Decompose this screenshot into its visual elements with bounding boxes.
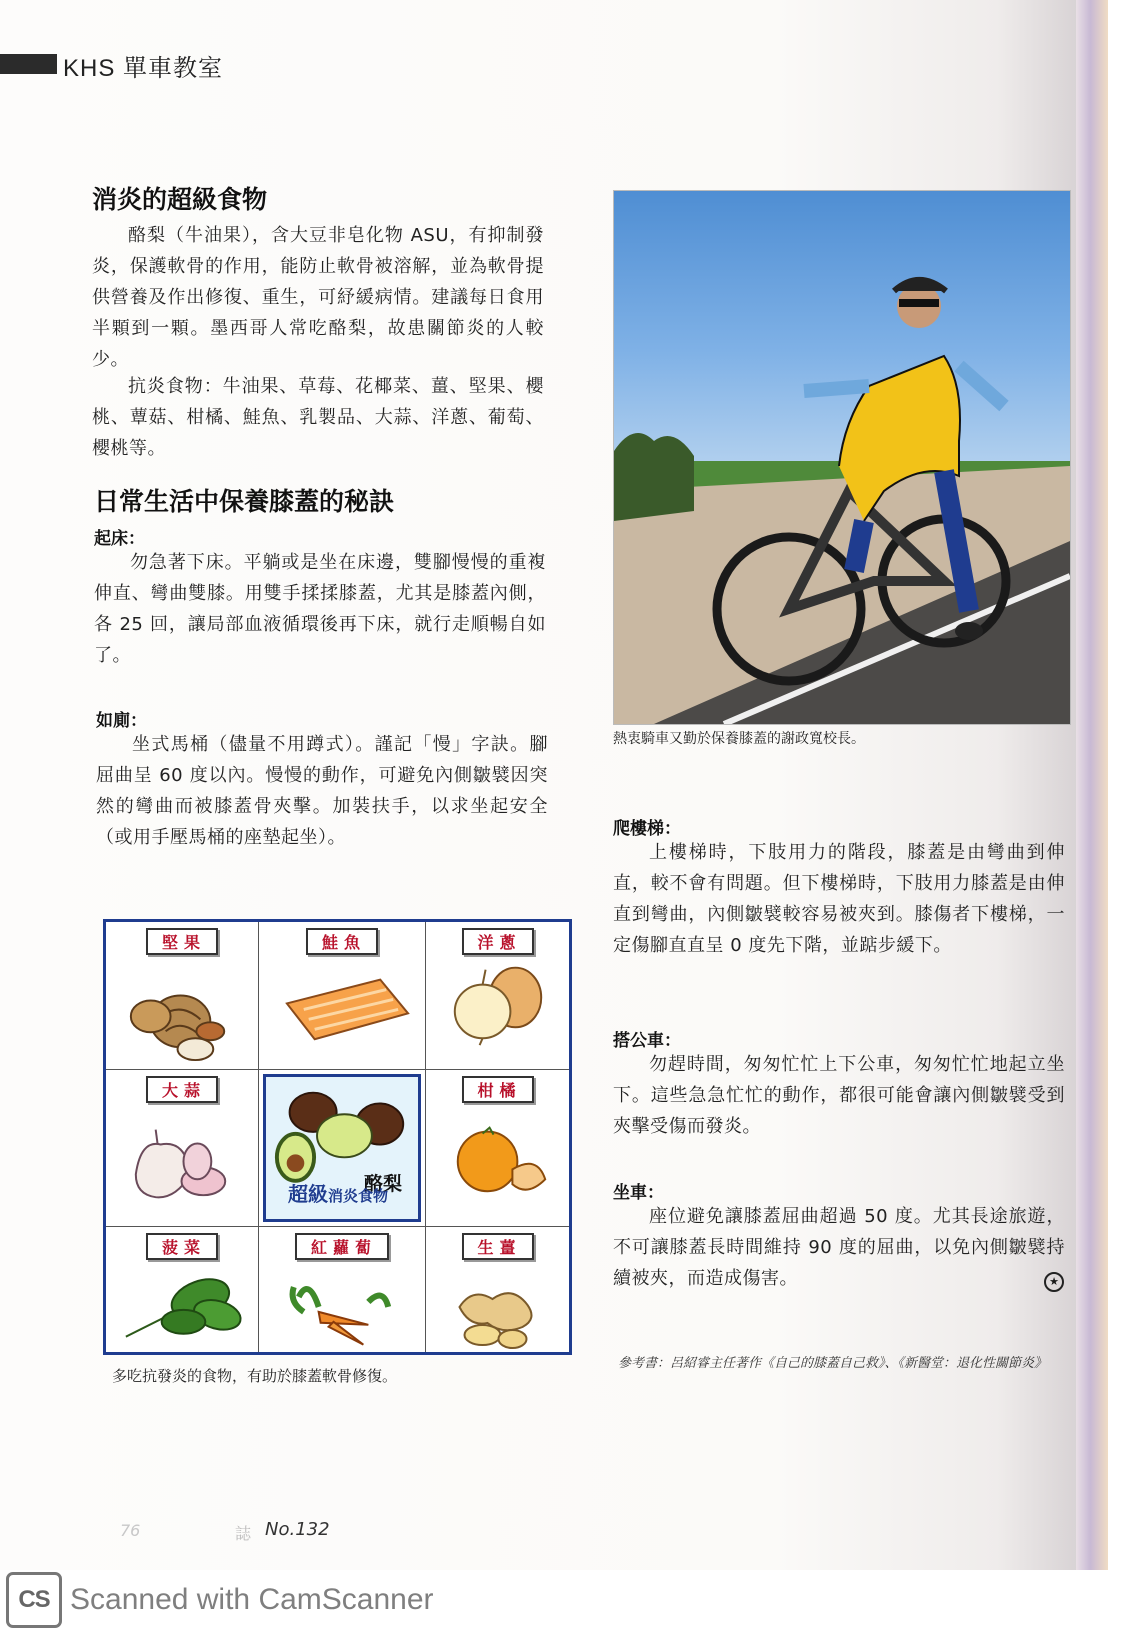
food-cell-garlic <box>106 1070 259 1227</box>
food-cell-citrus <box>426 1070 569 1227</box>
food-label-spinach: 菠菜 <box>146 1233 218 1260</box>
car-paragraph: 座位避免讓膝蓋屈曲超過 50 度。尤其長途旅遊，不可讓膝蓋長時間維持 90 度的屈曲，以免內側皺襞持續被夾，而造成傷害。 <box>613 1206 1065 1289</box>
food-cell-nuts <box>106 922 259 1070</box>
food-grid-caption: 多吃抗發炎的食物，有助於膝蓋軟骨修復。 <box>112 1367 398 1385</box>
food-label-ginger: 生薑 <box>461 1233 533 1260</box>
food-cell-ginger <box>426 1227 569 1352</box>
camscanner-text: Scanned with CamScanner <box>70 1583 434 1616</box>
food-label-citrus: 柑橘 <box>461 1076 533 1103</box>
superfood-heading: 消炎的超級食物 <box>92 185 268 214</box>
food-label-garlic: 大蒜 <box>146 1076 218 1103</box>
reference-note: 參考書：呂紹睿主任著作《自己的膝蓋自己救》、《新醫堂：退化性關節炎》 <box>618 1356 1048 1371</box>
food-label-carrot: 紅蘿蔔 <box>295 1233 389 1260</box>
bus-subheading: 搭公車： <box>613 1031 681 1051</box>
superfood-tag <box>288 1178 388 1207</box>
superfood-paragraph-1: 酪梨（牛油果），含大豆非皂化物 ASU，有抑制發炎，保護軟骨的作用，能防止軟骨被溶解，並為軟骨提供營養及作出修復、重生，可紓緩病情。建議每日食用半顆到一顆。墨西哥人常吃酪梨，故患關節炎的人較少。 <box>92 225 544 370</box>
superfood-tag-big: 超級 <box>288 1182 328 1206</box>
cyclist-photo <box>613 190 1071 725</box>
issue-number: No.132 <box>265 1519 330 1540</box>
car-subheading: 坐車： <box>613 1183 664 1203</box>
page-number: 76 <box>120 1521 141 1540</box>
food-cell-carrot <box>259 1227 426 1352</box>
header-title: KHS 單車教室 <box>63 55 224 82</box>
toilet-paragraph: 坐式馬桶（儘量不用蹲式）。謹記「慢」字訣。腳屈曲呈 60 度以內。慢慢的動作，可避免內側皺襞因突然的彎曲而被膝蓋骨夾擊。加裝扶手，以求坐起安全（或用手壓馬桶的座墊起坐）。 <box>96 734 548 848</box>
page-edge-shadow <box>1076 0 1108 1570</box>
food-label-nuts: 堅果 <box>146 928 218 955</box>
getup-subheading: 起床： <box>94 529 145 549</box>
food-cell-spinach <box>106 1227 259 1352</box>
food-cell-salmon <box>259 922 426 1070</box>
food-cell-avocado-featured <box>259 1070 426 1227</box>
article-end-mark: ★ <box>1044 1272 1064 1292</box>
toilet-subheading: 如廁： <box>96 711 147 731</box>
getup-paragraph: 勿急著下床。平躺或是坐在床邊，雙腳慢慢的重複伸直、彎曲雙膝。用雙手揉揉膝蓋，尤其是膝蓋內側，各 25 回，讓局部血液循環後再下床，就行走順暢自如了。 <box>94 552 546 666</box>
food-cell-onion <box>426 922 569 1070</box>
bus-paragraph: 勿趕時間，匆匆忙忙上下公車，匆匆忙忙地起立坐下。這些急急忙忙的動作，都很可能會讓內側皺襞受到夾擊受傷而發炎。 <box>613 1054 1065 1137</box>
stairs-paragraph: 上樓梯時，下肢用力的階段，膝蓋是由彎曲到伸直，較不會有問題。但下樓梯時，下肢用力膝蓋是由伸直到彎曲，內側皺襞較容易被夾到。膝傷者下樓梯，一定傷腳直直呈 0 度先下階，並踮步緩下。 <box>613 842 1065 956</box>
camscanner-logo: CS <box>6 1572 62 1628</box>
photo-caption: 熱衷騎車又勤於保養膝蓋的謝政寬校長。 <box>613 731 865 747</box>
cyclist-illustration <box>614 191 1070 724</box>
superfood-tag-small: 消炎食物 <box>328 1187 389 1205</box>
stairs-subheading: 爬樓梯： <box>613 819 681 839</box>
camscanner-watermark <box>6 1572 434 1628</box>
header-bar <box>0 54 57 74</box>
anti-inflammatory-food-grid <box>103 919 572 1355</box>
avocado-name: 酪梨 <box>363 1173 402 1195</box>
avocado-featured-box <box>263 1074 421 1222</box>
superfood-paragraph-2: 抗炎食物：牛油果、草莓、花椰菜、薑、堅果、櫻桃、蕈菇、柑橘、鮭魚、乳製品、大蒜、洋蔥、葡萄、櫻桃等。 <box>92 376 544 459</box>
food-label-onion: 洋蔥 <box>461 928 533 955</box>
magazine-name: 誌 <box>235 1524 252 1543</box>
knee-heading: 日常生活中保養膝蓋的秘訣 <box>94 487 395 516</box>
food-label-salmon: 鮭魚 <box>306 928 378 955</box>
